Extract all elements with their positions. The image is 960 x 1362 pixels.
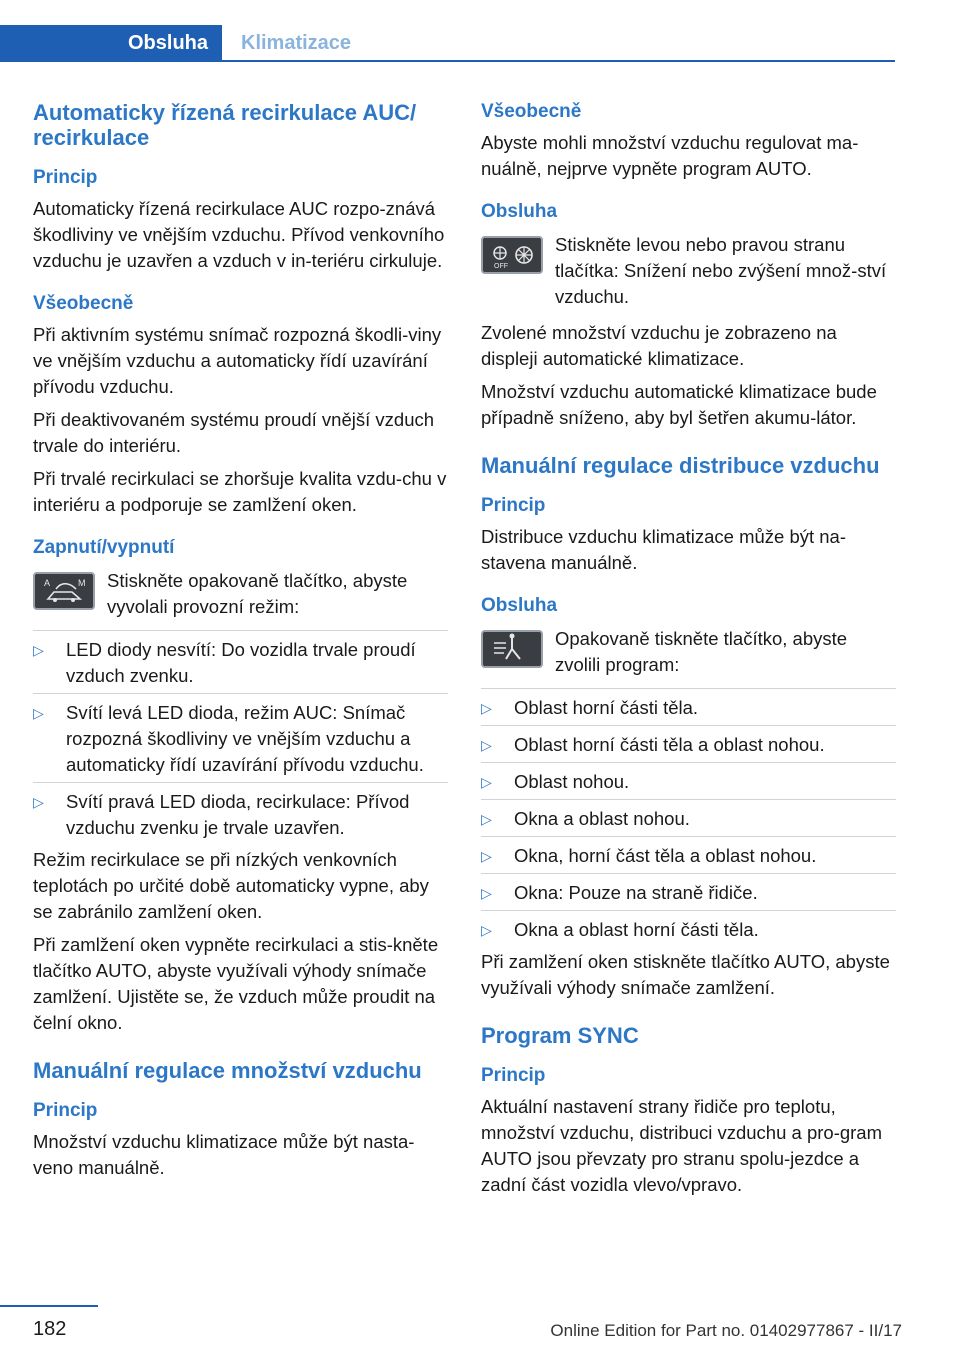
icon-instruction (33, 568, 448, 620)
paragraph: Opakovaně tiskněte tlačítko, abyste zvolili program: (555, 628, 848, 675)
svg-text:M: M (78, 578, 86, 588)
paragraph: Stiskněte opakovaně tlačítko, abyste vyvolali provozní režim: (107, 570, 408, 617)
subheading-obsluha: Obsluha (481, 201, 558, 222)
list-item: ▷ Okna a oblast nohou. (481, 799, 896, 836)
heading-mnozstvi: Manuální regulace množství vzduchu (33, 1058, 422, 1083)
list-item: ▷ Oblast horní části těla a oblast nohou. (481, 725, 896, 762)
paragraph: Distribuce vzduchu klimatizace může být na‐stavena manuálně. (481, 526, 847, 573)
subheading-vseobecne: Všeobecně (33, 293, 134, 314)
svg-text:A: A (44, 578, 51, 588)
tab-obsluha-label: Obsluha (127, 32, 208, 54)
tab-klimatizace[interactable] (241, 25, 351, 62)
list-item: ▷ Oblast nohou. (481, 762, 896, 799)
paragraph: Při trvalé recirkulaci se zhoršuje kvalita vzdu‐chu v interiéru a podporuje se zamlžení oken. (33, 468, 447, 515)
left-column (33, 100, 448, 1188)
list-item: ▷ Okna: Pouze na straně řidiče. (481, 873, 896, 910)
page-number: 182 (33, 1318, 67, 1340)
paragraph: Abyste mohli množství vzduchu regulovat ma‐nuálně, nejprve vypněte program AUTO. (481, 132, 859, 179)
mode-list (33, 630, 448, 845)
list-item: ▷ Svítí levá LED dioda, režim AUC: Snímač rozpozná škodliviny ve vnějším vzduchu a automaticky řídí uzavírání přívodu vzduchu. (33, 693, 448, 782)
paragraph: Množství vzduchu klimatizace může být nasta‐veno manuálně. (33, 1131, 415, 1178)
air-distribution-button-icon (481, 630, 543, 668)
triangle-bullet-icon: ▷ (33, 705, 44, 721)
tab-obsluha[interactable] (0, 25, 222, 62)
triangle-bullet-icon: ▷ (481, 737, 492, 753)
subheading-princip: Princip (33, 167, 98, 188)
subheading-princip: Princip (481, 1065, 546, 1086)
triangle-bullet-icon: ▷ (33, 794, 44, 810)
right-column (481, 100, 896, 1205)
paragraph: Při zamlžení oken stiskněte tlačítko AUTO, abyste využívali výhody snímače zamlžení. (481, 951, 890, 998)
paragraph: Zvolené množství vzduchu je zobrazeno na displeji automatické klimatizace. (481, 322, 837, 369)
triangle-bullet-icon: ▷ (481, 922, 492, 938)
recirculation-button-icon (33, 572, 95, 610)
distribution-list (481, 688, 896, 947)
fan-speed-button-icon (481, 236, 543, 274)
footer-rule (0, 1305, 98, 1307)
subheading-princip: Princip (33, 1100, 98, 1121)
triangle-bullet-icon: ▷ (33, 642, 44, 658)
subheading-zapnuti: Zapnutí/vypnutí (33, 537, 175, 558)
icon-instruction (481, 626, 896, 678)
paragraph: Při aktivním systému snímač rozpozná škodli‐viny ve vnějším vzduchu a automaticky řídí uzavírání přívodu vzduchu. (33, 324, 442, 397)
icon-instruction (481, 232, 896, 310)
triangle-bullet-icon: ▷ (481, 700, 492, 716)
paragraph: Stiskněte levou nebo pravou stranu tlačítka: Snížení nebo zvýšení množ‐ství vzduchu. (555, 234, 887, 307)
list-item: ▷ Svítí pravá LED dioda, recirkulace: Přívod vzduchu zvenku je trvale uzavřen. (33, 782, 448, 845)
paragraph: Režim recirkulace se při nízkých venkovních teplotách po určité době automaticky vypne, aby se zabránilo zamlžení oken. (33, 849, 429, 922)
paragraph: Při deaktivovaném systému proudí vnější vzduch trvale do interiéru. (33, 409, 435, 456)
paragraph: Aktuální nastavení strany řidiče pro teplotu, množství vzduchu, distribuci vzduchu a pro‐gram AUTO jsou převzaty pro stranu spolu‐jezdce a zadní část vozidla vlevo/vpravo. (481, 1096, 883, 1195)
tab-klimatizace-label: Klimatizace (241, 32, 352, 54)
triangle-bullet-icon: ▷ (481, 811, 492, 827)
triangle-bullet-icon: ▷ (481, 885, 492, 901)
paragraph: Automaticky řízená recirkulace AUC rozpo‐znává škodliviny ve vnějším vzduchu. Přívod venkovního vzduchu je uzavřen a vzduch v in‐teriéru cirkuluje. (33, 198, 445, 271)
edition-note: Online Edition for Part no. 01402977867 - II/17 (550, 1321, 902, 1340)
triangle-bullet-icon: ▷ (481, 774, 492, 790)
triangle-bullet-icon: ▷ (481, 848, 492, 864)
paragraph: Množství vzduchu automatické klimatizace bude případně sníženo, aby byl šetřen akumu‐látor. (481, 381, 877, 428)
subheading-vseobecne: Všeobecně (481, 101, 582, 122)
paragraph: Při zamlžení oken vypněte recirkulaci a stis‐kněte tlačítko AUTO, abyste využívali výhody snímače zamlžení. Ujistěte se, že vzduch může proudit na čelní okno. (33, 934, 439, 1033)
subheading-obsluha: Obsluha (481, 595, 558, 616)
heading-sync: Program SYNC (481, 1023, 639, 1048)
list-item: ▷ Oblast horní části těla. (481, 688, 896, 725)
subheading-princip: Princip (481, 495, 546, 516)
list-item: ▷ LED diody nesvítí: Do vozidla trvale proudí vzduch zvenku. (33, 630, 448, 693)
heading-auc: Automaticky řízená recirkulace AUC/ recirkulace (33, 100, 417, 150)
list-item: ▷ Okna, horní část těla a oblast nohou. (481, 836, 896, 873)
list-item: ▷ Okna a oblast horní části těla. (481, 910, 896, 947)
heading-distribuce: Manuální regulace distribuce vzduchu (481, 453, 880, 478)
svg-text:OFF: OFF (494, 263, 508, 270)
